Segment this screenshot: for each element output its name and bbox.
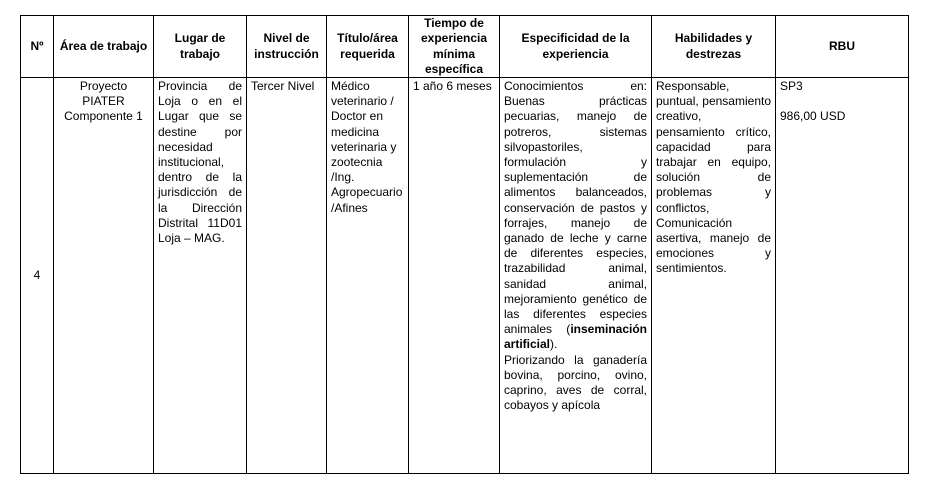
especificidad-priority: Priorizando la ganadería bovina, porcino, ovino, caprino, aves de corral, cobayos y apícola [504,352,647,413]
cell-lugar: Provincia de Loja o en el Lugar que se destine por necesidad institucional, dentro de la jurisdicción de la Dirección Distrital 11D01 Loja – MAG. [154,78,247,474]
cell-area: Proyecto PIATER Componente 1 [54,78,154,474]
rbu-spacer [780,94,904,109]
cell-tiempo: 1 año 6 meses [409,78,500,474]
cell-especificidad [500,78,652,474]
header-area: Área de trabajo [54,16,154,78]
header-row [21,16,909,78]
header-titulo: Título/área requerida [327,16,409,78]
especificidad-bold: inseminación artificial [504,322,647,352]
cell-habilidades: Responsable, puntual, pensamiento creativo, pensamiento crítico, capacidad para trabajar en equipo, solución de problemas y conflictos, Comunicación asertiva, manejo de emociones y sentimientos. [652,78,776,474]
cell-nivel: Tercer Nivel [247,78,327,474]
cell-num: 4 [21,78,54,474]
header-num: Nº [21,16,54,78]
rbu-grade: SP3 [780,79,803,93]
header-rbu: RBU [776,16,909,78]
especificidad-text: Conocimientos en: Buenas prácticas pecuarias, manejo de potreros, sistemas silvopastoriles, formulación y suplementación de alimentos balanceados, conservación de pastos y forrajes, manejo de ganado de leche y carne de diferentes especies, trazabilidad animal, sanidad animal, mejoramiento genético de las diferentes especies animales ( [504,79,647,337]
cell-rbu [776,78,909,474]
header-nivel: Nivel de instrucción [247,16,327,78]
cell-titulo: Médico veterinario / Doctor en medicina veterinaria y zootecnia /Ing. Agropecuario /Afines [327,78,409,474]
rbu-amount: 986,00 USD [780,109,846,124]
job-profile-table [20,15,909,474]
header-tiempo: Tiempo de experiencia mínima específica [409,16,500,78]
especificidad-close: ). [550,337,558,352]
header-habilidades: Habilidades y destrezas [652,16,776,78]
header-especificidad: Especificidad de la experiencia [500,16,652,78]
header-lugar: Lugar de trabajo [154,16,247,78]
table-row [21,78,909,474]
